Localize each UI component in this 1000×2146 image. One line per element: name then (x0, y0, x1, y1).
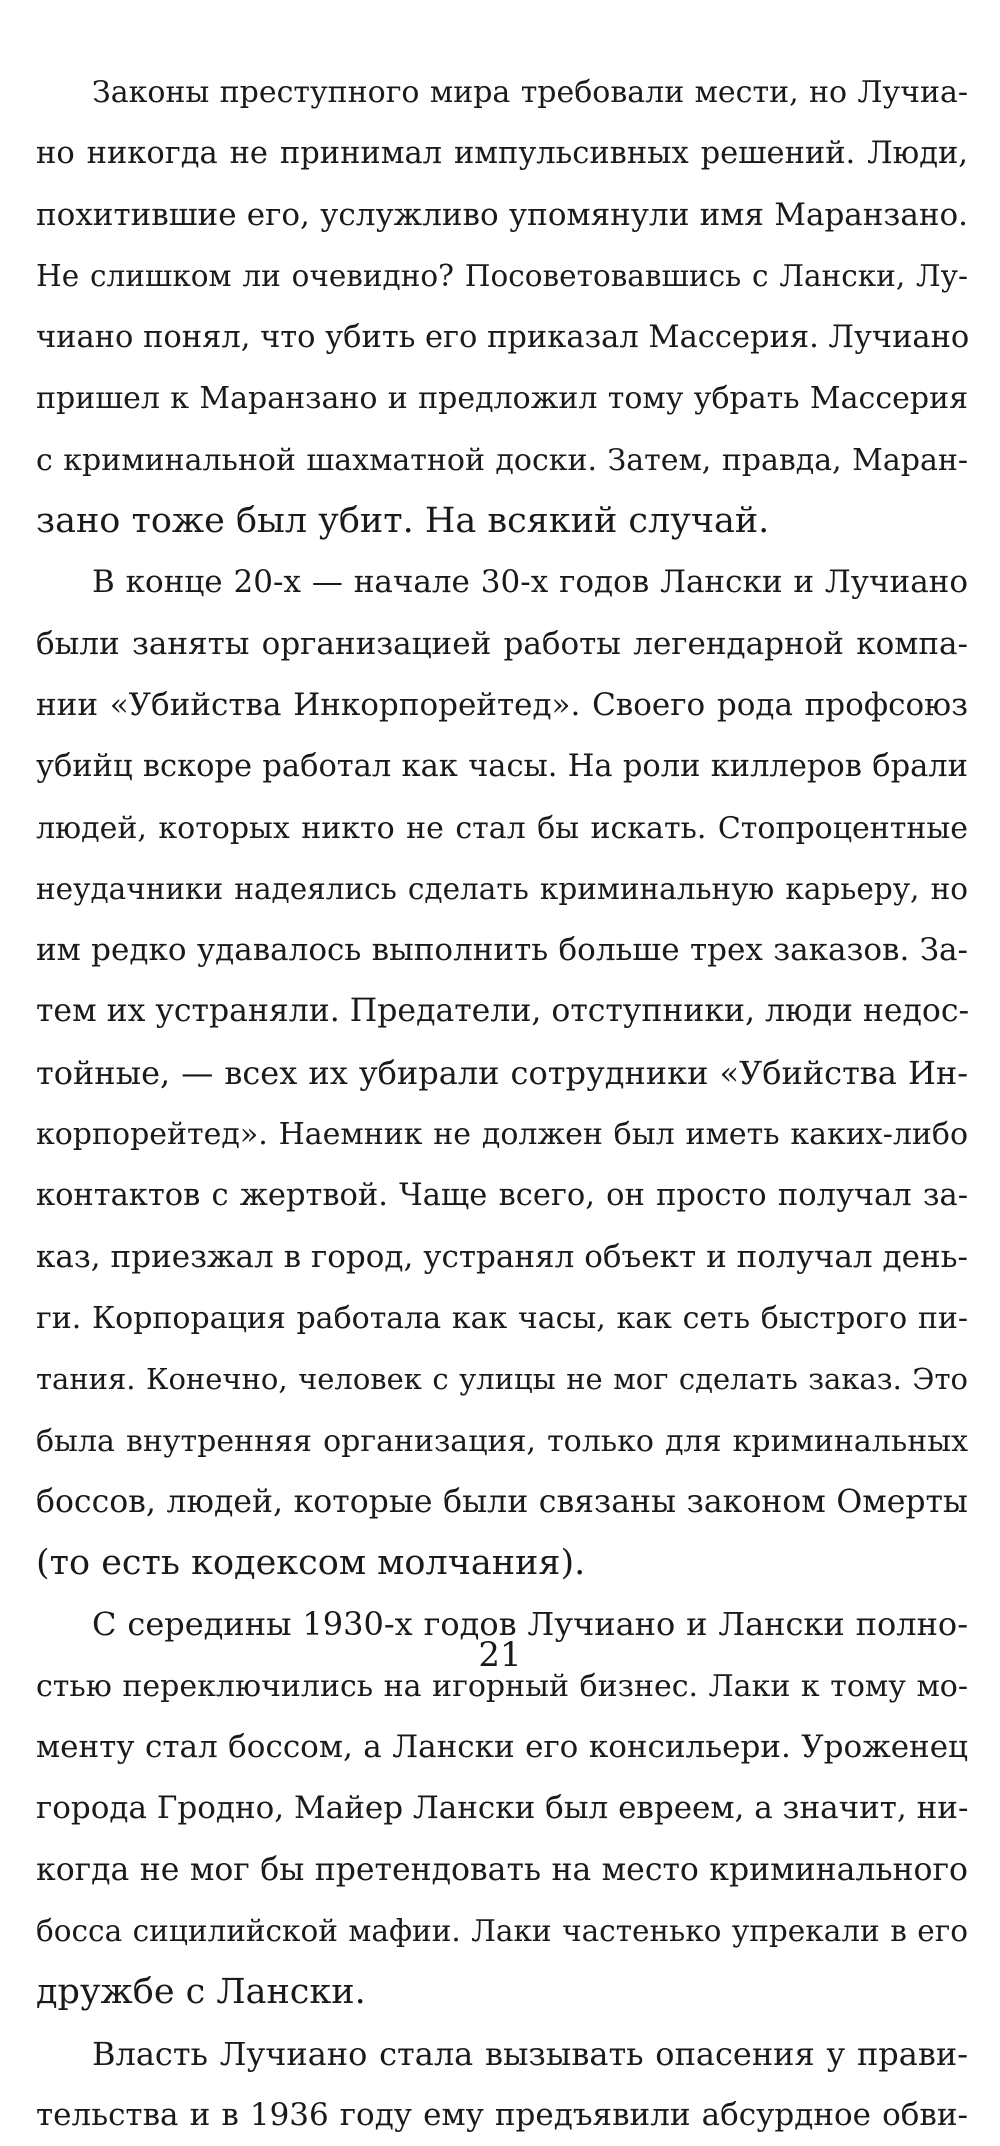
text-line: С середины 1930-х годов Лучиано и Лански полно- (36, 1594, 968, 1655)
text-line: боссов, людей, которые были связаны законом Омерты (36, 1472, 968, 1533)
text-line: контактов с жертвой. Чаще всего, он просто получал за- (36, 1165, 968, 1226)
text-line: Законы преступного мира требовали мести, но Лучиа- (36, 62, 968, 123)
text-line: корпорейтед». Наемник не должен был иметь каких-либо (36, 1104, 968, 1165)
text-line: похитившие его, услужливо упомянули имя Маранзано. (36, 185, 968, 246)
text-line: тельства и в 1936 году ему предъявили абсурдное обви- (36, 2085, 968, 2146)
text-line: (то есть кодексом молчания). (36, 1533, 968, 1594)
text-line: была внутренняя организация, только для криминальных (36, 1411, 968, 1472)
text-line: тания. Конечно, человек с улицы не мог сделать заказ. Это (36, 1349, 968, 1410)
text-line: тойные, — всех их убирали сотрудники «Убийства Ин- (36, 1043, 968, 1104)
paragraph-4 (36, 2024, 968, 2146)
text-line: босса сицилийской мафии. Лаки частенько упрекали в его (36, 1901, 968, 1962)
text-line: менту стал боссом, а Лански его консильери. Уроженец (36, 1717, 968, 1778)
text-line: В конце 20-х — начале 30-х годов Лански и Лучиано (36, 552, 968, 613)
text-line: убийц вскоре работал как часы. На роли киллеров брали (36, 736, 968, 797)
text-line: зано тоже был убит. На всякий случай. (36, 491, 968, 552)
page-number: 21 (0, 1635, 1000, 1675)
text-line: им редко удавалось выполнить больше трех заказов. За- (36, 920, 968, 981)
text-line: города Гродно, Майер Лански был евреем, а значит, ни- (36, 1778, 968, 1839)
text-line: были заняты организацией работы легендарной компа- (36, 614, 968, 675)
text-line: чиано понял, что убить его приказал Массерия. Лучиано (36, 307, 968, 368)
paragraph-2 (36, 552, 968, 1594)
text-line: Власть Лучиано стала вызывать опасения у прави- (36, 2024, 968, 2085)
text-line: нии «Убийства Инкорпорейтед». Своего рода профсоюз (36, 675, 968, 736)
text-line: стью переключились на игорный бизнес. Лаки к тому мо- (36, 1656, 968, 1717)
text-line: ги. Корпорация работала как часы, как сеть быстрого пи- (36, 1288, 968, 1349)
text-line: каз, приезжал в город, устранял объект и получал день- (36, 1227, 968, 1288)
text-line: с криминальной шахматной доски. Затем, правда, Маран- (36, 430, 968, 491)
text-line: когда не мог бы претендовать на место криминального (36, 1840, 968, 1901)
text-line: но никогда не принимал импульсивных решений. Люди, (36, 123, 968, 184)
text-line: дружбе с Лански. (36, 1962, 968, 2023)
text-line: людей, которых никто не стал бы искать. Стопроцентные (36, 798, 968, 859)
text-line: пришел к Маранзано и предложил тому убрать Массерия (36, 368, 968, 429)
text-line: неудачники надеялись сделать криминальную карьеру, но (36, 859, 968, 920)
book-page-text (36, 62, 968, 2146)
text-line: тем их устраняли. Предатели, отступники, люди недос- (36, 981, 968, 1042)
paragraph-1 (36, 62, 968, 552)
text-line: Не слишком ли очевидно? Посоветовавшись с Лански, Лу- (36, 246, 968, 307)
